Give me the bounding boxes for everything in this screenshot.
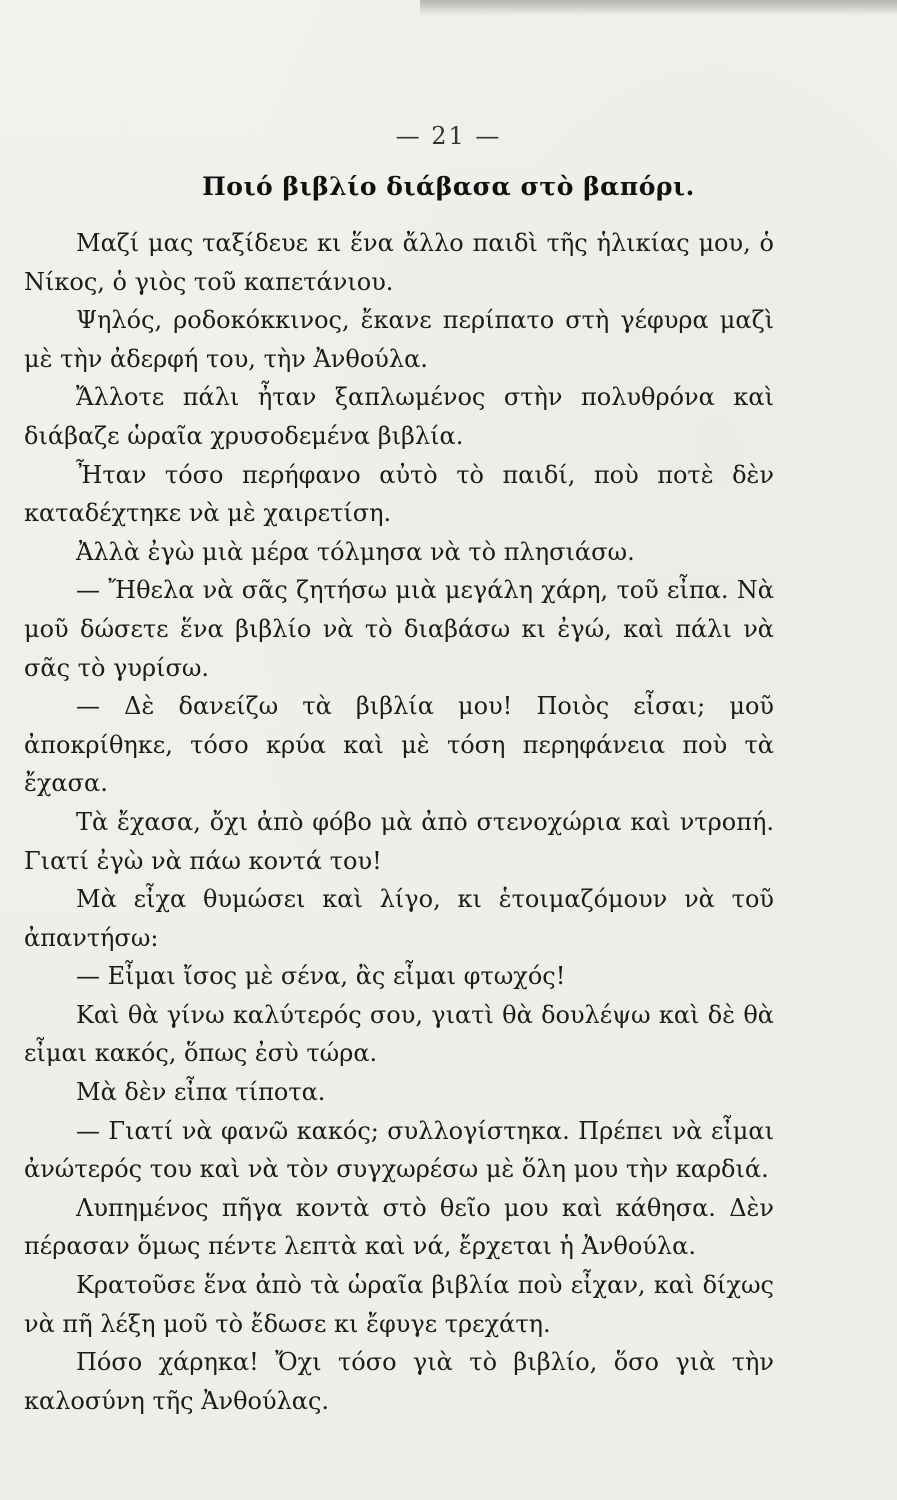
paragraph: Ἀλλὰ ἐγὼ μιὰ μέρα τόλμησα νὰ τὸ πλησιάσω. <box>76 537 635 566</box>
paragraph: Ἦταν τόσο περήφανο αὐτὸ τὸ παιδί, ποὺ ποτὲ δὲν καταδέχτηκε νὰ μὲ χαιρετίση. <box>24 460 774 528</box>
page-number: — 21 — <box>395 122 502 150</box>
paragraph: — Ἤθελα νὰ σᾶς ζητήσω μιὰ μεγάλη χάρη, τοῦ εἶπα. Νὰ μοῦ δώσετε ἕνα βιβλίο νὰ τὸ διαβάσω κι ἐγώ, καὶ πάλι νὰ σᾶς τὸ γυρίσω. <box>24 576 774 682</box>
paragraph: Μὰ δὲν εἶπα τίποτα. <box>76 1078 326 1107</box>
body-text <box>24 224 774 1420</box>
paragraph: Λυπημένος πῆγα κοντὰ στὸ θεῖο μου καὶ κάθησα. Δὲν πέρασαν ὅμως πέντε λεπτὰ καὶ νά, ἔρχεται ἡ Ἀνθούλα. <box>24 1193 774 1261</box>
paragraph: Καὶ θὰ γίνω καλύτερός σου, γιατὶ θὰ δουλέψω καὶ δὲ θὰ εἶμαι κακός, ὅπως ἐσὺ τώρα. <box>24 1000 774 1068</box>
paragraph: Ἄλλοτε πάλι ἦταν ξαπλωμένος στὴν πολυθρόνα καὶ διάβαζε ὡραῖα χρυσοδεμένα βιβλία. <box>24 383 774 450</box>
page-edge-shadow <box>420 0 897 16</box>
chapter-title: Ποιό βιβλίο διάβασα στὸ βαπόρι. <box>202 172 695 201</box>
paragraph: — Γιατί νὰ φανῶ κακός; συλλογίστηκα. Πρέπει νὰ εἶμαι ἀνώτερός του καὶ νὰ τὸν συγχωρέσω μὲ ὅλη μου τὴν καρδιά. <box>24 1116 774 1184</box>
paragraph: — Δὲ δανείζω τὰ βιβλία μου! Ποιὸς εἶσαι; μοῦ ἀποκρίθηκε, τόσο κρύα καὶ μὲ τόση περηφάνεια ποὺ τὰ ἔχασα. <box>24 692 774 798</box>
paragraph: — Εἶμαι ἴσος μὲ σένα, ἂς εἶμαι φτωχός! <box>76 962 566 991</box>
paragraph: Ψηλός, ροδοκόκκινος, ἔκανε περίπατο στὴ γέφυρα μαζὶ μὲ τὴν ἀδερφή του, τὴν Ἀνθούλα. <box>24 306 774 373</box>
paragraph: Μὰ εἶχα θυμώσει καὶ λίγο, κι ἑτοιμαζόμουν νὰ τοῦ ἀπαντήσω: <box>24 885 774 952</box>
paragraph: Κρατοῦσε ἕνα ἀπὸ τὰ ὡραῖα βιβλία ποὺ εἶχαν, καὶ δίχως νὰ πῆ λέξη μοῦ τὸ ἔδωσε κι ἔφυγε τρεχάτη. <box>24 1271 774 1338</box>
paragraph: Τὰ ἔχασα, ὄχι ἀπὸ φόβο μὰ ἀπὸ στενοχώρια καὶ ντροπή. Γιατί ἐγὼ νὰ πάω κοντά του! <box>24 807 774 875</box>
paragraph: Πόσο χάρηκα! Ὄχι τόσο γιὰ τὸ βιβλίο, ὅσο γιὰ τὴν καλοσύνη τῆς Ἀνθούλας. <box>24 1348 774 1415</box>
paragraph: Μαζί μας ταξίδευε κι ἕνα ἄλλο παιδὶ τῆς ἡλικίας μου, ὁ Νίκος, ὁ γιὸς τοῦ καπετάνιου. <box>24 229 774 296</box>
